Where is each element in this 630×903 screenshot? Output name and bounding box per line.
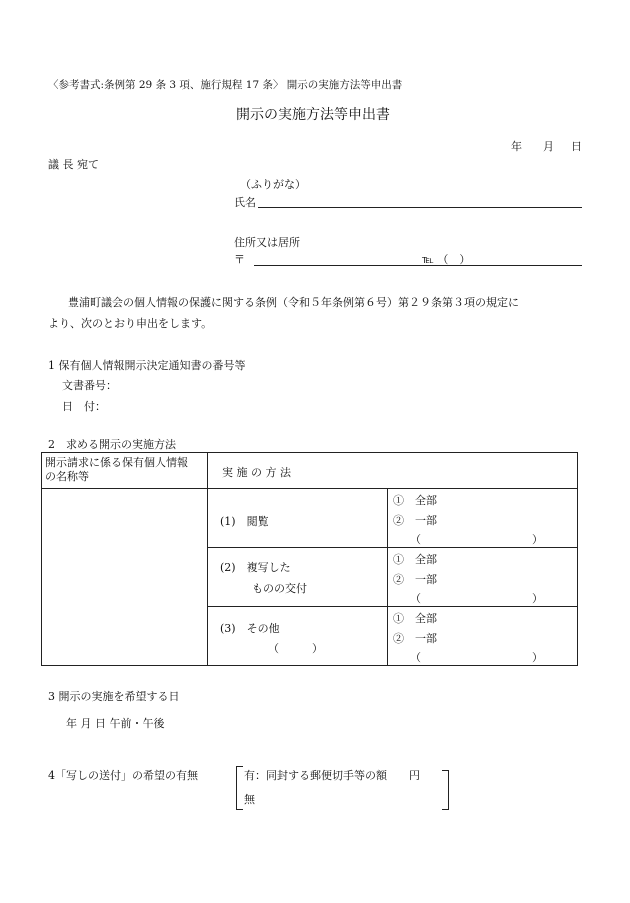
- header-info-name: [42, 453, 208, 489]
- bracket-left: [236, 766, 243, 810]
- reference-note: 〈参考書式:条例第 29 条 3 項、施行規程 17 条〉 開示の実施方法等申出書: [48, 79, 403, 91]
- option-1-part[interactable]: ② 一部: [393, 514, 437, 527]
- option-1-paren-open: （: [410, 533, 421, 546]
- address-label: 住所又は居所: [234, 236, 300, 249]
- date-year: 年: [511, 140, 522, 153]
- option-cell-1: [388, 489, 578, 548]
- doc-number-label: 文書番号：: [62, 379, 117, 392]
- name-field-line[interactable]: [258, 207, 582, 208]
- option-cell-2: [388, 548, 578, 607]
- option-1-all[interactable]: ① 全部: [393, 494, 437, 507]
- page-title: 開示の実施方法等申出書: [236, 107, 390, 123]
- name-label: 氏名: [234, 196, 256, 209]
- option-3-paren-close: ）: [532, 651, 543, 664]
- header-info-name-line1: 開示請求に係る保有個人情報: [45, 456, 188, 469]
- option-2-paren-open: （: [410, 592, 421, 605]
- option-3-paren-open: （: [410, 651, 421, 664]
- intro-line-2: より、次のとおり申出をします。: [48, 317, 213, 330]
- mailing-yes-option[interactable]: 有：同封する郵便切手等の額 円: [244, 769, 420, 782]
- section1-heading: 1 保有個人情報開示決定通知書の番号等: [48, 359, 246, 372]
- method-3-extra[interactable]: （ ）: [268, 642, 323, 655]
- intro-line-1: 豊浦町議会の個人情報の保護に関する条例（令和５年条例第６号）第２９条第３項の規定に: [68, 296, 519, 309]
- option-1-paren-close: ）: [532, 533, 543, 546]
- method-3-label: (3) その他: [220, 622, 280, 635]
- section4-heading: 4「写しの送付」の希望の有無: [48, 769, 198, 782]
- option-2-part[interactable]: ② 一部: [393, 573, 437, 586]
- furigana-label: （ふりがな）: [240, 178, 306, 191]
- addressee: 議 長 宛て: [48, 158, 99, 171]
- method-2-label: (2) 複写した: [220, 561, 291, 574]
- mailing-no-option[interactable]: 無: [244, 793, 255, 806]
- method-cell-2: [208, 548, 388, 607]
- postal-mark: 〒: [234, 253, 245, 266]
- info-name-cell[interactable]: [42, 489, 208, 666]
- method-cell-1: [208, 489, 388, 548]
- mailing-choice-bracket: [236, 766, 449, 808]
- method-1-label: (1) 閲覧: [220, 515, 269, 528]
- date-month: 月: [543, 140, 554, 153]
- address-field-line[interactable]: [254, 265, 582, 266]
- option-cell-3: [388, 607, 578, 666]
- notice-date-label: 日 付：: [62, 400, 106, 413]
- header-method-label: 実 施 の 方 法: [222, 466, 291, 479]
- method-2-label-line2: ものの交付: [252, 582, 307, 595]
- bracket-right: [442, 770, 449, 810]
- method-cell-3: [208, 607, 388, 666]
- section2-heading: 2 求める開示の実施方法: [48, 438, 176, 451]
- date-day: 日: [571, 140, 582, 153]
- preferred-date-value[interactable]: 年 月 日 午前・午後: [66, 717, 165, 730]
- header-method: [208, 453, 578, 489]
- section3-heading: 3 開示の実施を希望する日: [48, 690, 180, 703]
- option-2-all[interactable]: ① 全部: [393, 553, 437, 566]
- method-table: [41, 452, 578, 666]
- option-2-paren-close: ）: [532, 592, 543, 605]
- tel-label: ℡ （ ）: [422, 253, 471, 266]
- option-3-all[interactable]: ① 全部: [393, 612, 437, 625]
- header-info-name-line2: の名称等: [45, 470, 89, 483]
- option-3-part[interactable]: ② 一部: [393, 632, 437, 645]
